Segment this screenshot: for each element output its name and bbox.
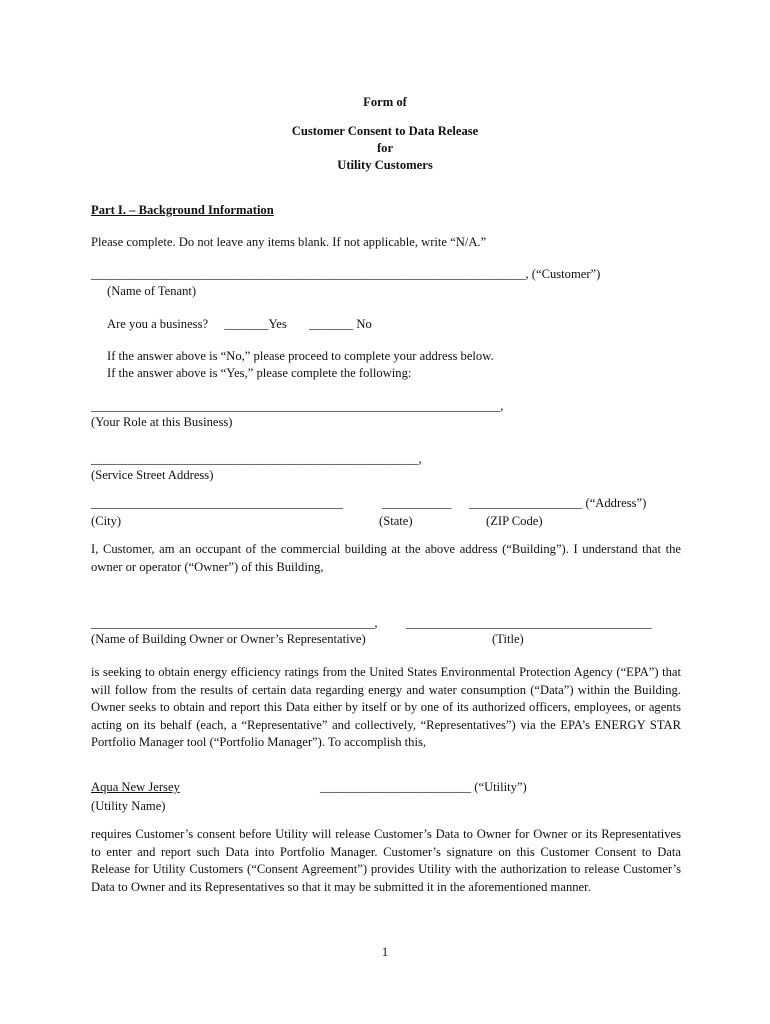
role-suffix: , (500, 399, 504, 413)
seeking-paragraph: is seeking to obtain energy efficiency ratings from the United States Environmental Protection Agency (“EPA”) that will follow from the results of certain data regarding energy and water consumption (“Data”) within the Building. Owner seeks to obtain and report this Data either by itself or by one of its authorized officers, employees, or agents acting on its behalf (each, a “Representative” and collectively, “Representatives”) via the EPA’s ENERGY STAR Portfolio Manager tool (“Portfolio Manager”). To accomplish this, (91, 665, 681, 750)
consent-paragraph: requires Customer’s consent before Utility will release Customer’s Data to Owner for Owner or its Representatives to enter and report such Data into Portfolio Manager. Customer’s signature on this Customer Consent to Data Release for Utility Customers (“Consent Agreement”) provides Utility with the authorization to release Customer’s Data to Owner and its Representatives so that it may be submitted it in the aforementioned manner. (91, 827, 681, 894)
page-number: 1 (381, 945, 389, 959)
owner-comma: , (374, 616, 378, 630)
owner-title-field[interactable]: _______________________________________ (406, 616, 652, 630)
city-field[interactable]: ________________________________________ (91, 496, 343, 510)
form-title: Customer Consent to Data Release (291, 124, 479, 138)
utility-suffix: (“Utility”) (474, 780, 527, 794)
part1-heading: Part I. – Background Information (91, 203, 274, 217)
owner-name-field[interactable]: _____________________________________________ (91, 616, 375, 630)
customer-suffix: , (“Customer”) (525, 267, 601, 281)
business-question: Are you a business? (107, 317, 209, 331)
owner-name-line (91, 617, 378, 630)
occupant-paragraph: I, Customer, am an occupant of the commercial building at the above address (“Building”). I understand that the owner or operator (“Owner”) of this Building, (91, 542, 681, 574)
note-if-yes: If the answer above is “Yes,” please complete the following: (107, 366, 412, 380)
role-line (91, 400, 503, 413)
business-no-field[interactable]: _______ (309, 317, 354, 331)
note-if-no: If the answer above is “No,” please proceed to complete your address below. (107, 349, 494, 363)
street-line (91, 453, 422, 466)
form-title-for: for (376, 141, 394, 155)
customer-name-label: (Name of Tenant) (107, 284, 197, 298)
business-yes-label: Yes (268, 317, 287, 331)
utility-name-line (91, 781, 275, 794)
state-label: (State) (379, 514, 413, 528)
city-label: (City) (91, 514, 122, 528)
utility-name-value: Aqua New Jersey (91, 780, 180, 794)
form-title-subject: Utility Customers (337, 158, 433, 172)
business-question-row (107, 318, 372, 331)
form-of-heading: Form of (363, 95, 407, 109)
utility-second-line (320, 781, 527, 794)
instructions-text: Please complete. Do not leave any items blank. If not applicable, write “N/A.” (91, 235, 487, 249)
customer-name-field[interactable]: _____________________________________________________________________ (91, 267, 526, 281)
business-yes-field[interactable]: _______ (224, 317, 269, 331)
role-label: (Your Role at this Business) (91, 415, 233, 429)
address-suffix: (“Address”) (585, 496, 647, 510)
state-field[interactable]: ___________ (382, 496, 452, 510)
street-label: (Service Street Address) (91, 468, 214, 482)
utility-name-field[interactable] (91, 780, 275, 794)
zip-field[interactable]: __________________ (469, 496, 583, 510)
role-field[interactable]: _________________________________________________________________ (91, 399, 501, 413)
customer-name-line (91, 268, 600, 281)
zip-label: (ZIP Code) (486, 514, 543, 528)
street-suffix: , (418, 452, 422, 466)
utility-name-label: (Utility Name) (91, 799, 166, 813)
owner-title-label: (Title) (492, 632, 524, 646)
utility-second-field[interactable]: ________________________ (320, 780, 472, 794)
address-zip-line (469, 497, 646, 510)
business-no-label: No (356, 317, 372, 331)
street-address-field[interactable]: ____________________________________________________ (91, 452, 419, 466)
owner-name-label: (Name of Building Owner or Owner’s Representative) (91, 632, 366, 646)
